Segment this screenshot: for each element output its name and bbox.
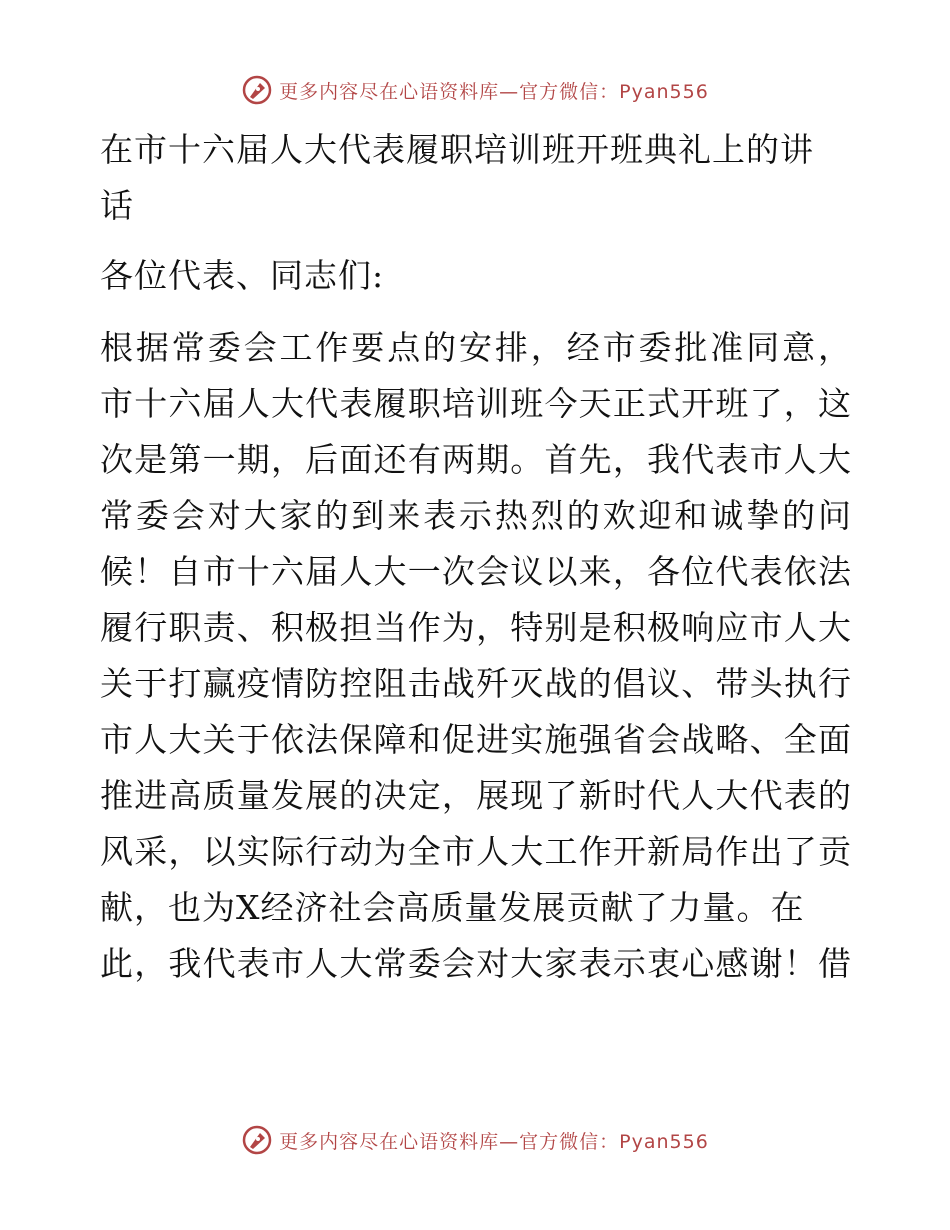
watermark-header (0, 70, 950, 110)
watermark-footer (0, 1120, 950, 1160)
body-line: 履行职责、积极担当作为，特别是积极响应市人大 (100, 608, 852, 647)
body-line: 推进高质量发展的决定，展现了新时代人大代表的 (100, 776, 852, 815)
watermark-text: 更多内容尽在心语资料库—官方微信：Pyan556 (279, 80, 709, 103)
pen-nib-circle-icon (241, 1124, 273, 1156)
body-line: 次是第一期，后面还有两期。首先，我代表市人大 (100, 440, 852, 479)
body-line: 市人大关于依法保障和促进实施强省会战略、全面 (100, 720, 852, 759)
document-title-line-2: 话 (100, 186, 134, 225)
body-line: 市十六届人大代表履职培训班今天正式开班了，这 (100, 384, 852, 423)
body-line: 候！自市十六届人大一次会议以来，各位代表依法 (100, 552, 852, 591)
body-line: 常委会对大家的到来表示热烈的欢迎和诚挚的问 (100, 496, 852, 535)
body-line: 根据常委会工作要点的安排，经市委批准同意， (100, 328, 852, 367)
body-line: 此，我代表市人大常委会对大家表示衷心感谢！借 (100, 944, 852, 983)
body-line: 关于打赢疫情防控阻击战歼灭战的倡议、带头执行 (100, 664, 852, 703)
salutation: 各位代表、同志们: (100, 256, 385, 295)
document-body (100, 122, 852, 992)
watermark-text: 更多内容尽在心语资料库—官方微信：Pyan556 (279, 1130, 709, 1153)
body-line: 献，也为X经济社会高质量发展贡献了力量。在 (100, 888, 805, 927)
pen-nib-circle-icon (241, 74, 273, 106)
body-line: 风采，以实际行动为全市人大工作开新局作出了贡 (100, 832, 852, 871)
document-title-line-1: 在市十六届人大代表履职培训班开班典礼上的讲 (100, 130, 814, 169)
